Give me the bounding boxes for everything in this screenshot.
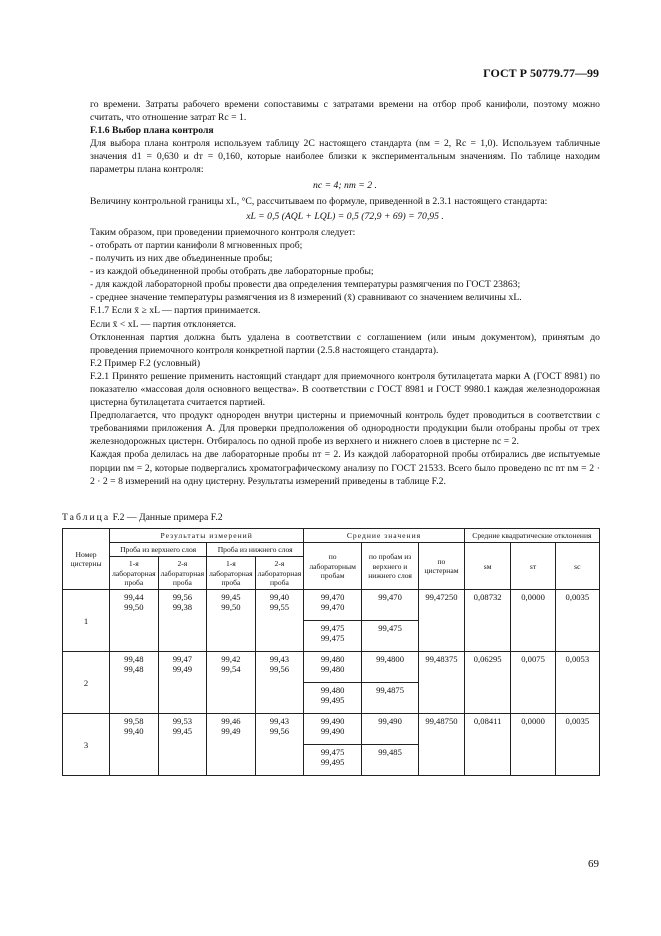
cell-s-t: 0,0075 xyxy=(511,652,555,714)
header-s-m: sм xyxy=(464,543,511,590)
cell-tank-avg: 99,47250 xyxy=(419,590,465,652)
header-top-lab2: 2-я лабораторная проба xyxy=(158,557,207,590)
cell-layer-avg-top: 99,470 xyxy=(362,590,419,621)
data-table xyxy=(62,528,600,776)
header-s-c: sс xyxy=(555,543,599,590)
paragraph: F.1.7 Если x̄ ≥ xL — партия принимается. xyxy=(90,305,261,317)
header-bottom-layer: Проба из нижнего слоя xyxy=(207,543,304,557)
cell-s-m: 0,08411 xyxy=(464,714,511,776)
paragraph: го времени. Затраты рабочего времени сопоставимы с затратами времени на отбор проб канифоли, поэтому можно считать, что отношение затрат Rc = 1. xyxy=(90,99,600,124)
cell-lab-avg-top: 99,470 99,470 xyxy=(304,590,362,621)
paragraph: F.2.1 Принято решение применить настоящий стандарт для приемочного контроля бутилацетата марки А (ГОСТ 8981) по показателю «массовая доля основного вещества». В соответствии с ГОСТ 8981 и ГОСТ 9980.1 каждая железнодорожная цистерна бутилацетата считается партией. xyxy=(90,370,600,409)
cell-top-lab2: 99,56 99,38 xyxy=(158,590,207,652)
cell-tank-avg: 99,48750 xyxy=(419,714,465,776)
formula: nс = 4; nт = 2 . xyxy=(313,179,377,191)
cell-bottom-lab1: 99,46 99,49 xyxy=(207,714,256,776)
header-by-layer-samples: по пробам из верхнего и нижнего слоя xyxy=(362,543,419,590)
header-averages: Средние значения xyxy=(304,529,465,543)
table-caption xyxy=(62,512,223,523)
header-bottom-lab1: 1-я лабораторная проба xyxy=(207,557,256,590)
cell-s-m: 0,06295 xyxy=(464,652,511,714)
cell-top-lab1: 99,58 99,40 xyxy=(110,714,159,776)
header-top-layer: Проба из верхнего слоя xyxy=(110,543,207,557)
list-item: - для каждой лабораторной пробы провести два определения температуры размягчения по ГОСТ 23863; xyxy=(90,279,521,291)
list-item: - среднее значение температуры размягчения из 8 измерений (x̄) сравнивают со значением величины xL. xyxy=(90,292,522,304)
cell-layer-avg-bottom: 99,485 xyxy=(362,745,419,776)
tank-number: 1 xyxy=(63,590,110,652)
table-row xyxy=(63,590,600,621)
header-by-tanks: по цистернам xyxy=(419,543,465,590)
cell-bottom-lab2: 99,40 99,55 xyxy=(255,590,304,652)
header-tank-number: Номер цистерны xyxy=(63,529,110,590)
paragraph: Предполагается, что продукт однороден внутри цистерны и приемочный контроль будет проводиться в соответствии с требованиями приложения А. Для проверки предположения об однородности продукции были отобраны пробы от трех железнодорожных цистерн. Отбиралось по одной пробе из верхнего и нижнего слоев в цистерне nс = 2. xyxy=(90,410,600,448)
header-bottom-lab2: 2-я лабораторная проба xyxy=(255,557,304,590)
section-heading: F.2 Пример F.2 (условный) xyxy=(90,357,201,369)
body-text xyxy=(90,98,600,488)
tank-number: 2 xyxy=(63,652,110,714)
paragraph: Для выбора плана контроля используем таблицу 2С настоящего стандарта (nм = 2, Rс = 1,0). Используем табличные значения d1 = 0,630 и dт = 0,160, которые наиболее близки к экспериментальным значениям. По таблице находим параметры плана контроля: xyxy=(90,138,600,176)
list-item: - отобрать от партии канифоли 8 мгновенных проб; xyxy=(90,239,303,251)
cell-s-c: 0,0035 xyxy=(555,590,599,652)
cell-bottom-lab1: 99,42 99,54 xyxy=(207,652,256,714)
cell-s-c: 0,0035 xyxy=(555,714,599,776)
formula: xL = 0,5 (AQL + LQL) = 0,5 (72,9 + 69) = 70,95 . xyxy=(246,210,444,222)
header-s-t: sт xyxy=(511,543,555,590)
cell-layer-avg-top: 99,490 xyxy=(362,714,419,745)
cell-lab-avg-top: 99,490 99,490 xyxy=(304,714,362,745)
table-row xyxy=(63,714,600,745)
list-item: - из каждой объединенной пробы отобрать две лабораторные пробы; xyxy=(90,266,374,278)
cell-s-t: 0,0000 xyxy=(511,590,555,652)
cell-lab-avg-bottom: 99,480 99,495 xyxy=(304,683,362,714)
cell-top-lab2: 99,53 99,45 xyxy=(158,714,207,776)
page-number: 69 xyxy=(588,858,599,870)
table-row xyxy=(63,652,600,683)
paragraph: Отклоненная партия должна быть удалена в соответствии с соглашением (или иным документом), принятым до проведения приемочного контроля конкретной партии (2.5.8 настоящего стандарта). xyxy=(90,331,600,356)
cell-top-lab1: 99,48 99,48 xyxy=(110,652,159,714)
header-results: Результаты измерений xyxy=(110,529,304,543)
document-code: ГОСТ Р 50779.77—99 xyxy=(483,66,599,80)
cell-s-t: 0,0000 xyxy=(511,714,555,776)
header-top-lab1: 1-я лабораторная проба xyxy=(110,557,159,590)
cell-layer-avg-top: 99,4800 xyxy=(362,652,419,683)
header-std-deviations: Средние квадратические отклонения xyxy=(464,529,599,543)
cell-layer-avg-bottom: 99,475 xyxy=(362,621,419,652)
list-item: - получить из них две объединенные пробы; xyxy=(90,253,273,265)
paragraph: Каждая проба делилась на две лабораторные пробы nт = 2. Из каждой лабораторной пробы отбирались две испытуемые порции nм = 2, которые подвергались хроматографическому анализу по ГОСТ 21533. Всего было проведено nс nт nм = 2 · 2 · 2 = 8 измерений на одну цистерну. Результаты измерений приведены в таблице F.2. xyxy=(90,449,600,487)
cell-lab-avg-bottom: 99,475 99,475 xyxy=(304,621,362,652)
header-by-lab-samples: по лабораторным пробам xyxy=(304,543,362,590)
paragraph: Если x̄ < xL — партия отклоняется. xyxy=(90,318,237,330)
cell-bottom-lab2: 99,43 99,56 xyxy=(255,652,304,714)
paragraph: Таким образом, при проведении приемочного контроля следует: xyxy=(90,226,356,238)
cell-s-m: 0,08732 xyxy=(464,590,511,652)
cell-top-lab2: 99,47 99,49 xyxy=(158,652,207,714)
cell-top-lab1: 99,44 99,50 xyxy=(110,590,159,652)
section-heading: F.1.6 Выбор плана контроля xyxy=(90,125,214,137)
table-caption-word: Таблица xyxy=(62,512,111,523)
table-caption-text: F.2 — Данные примера F.2 xyxy=(112,512,223,523)
cell-layer-avg-bottom: 99,4875 xyxy=(362,683,419,714)
tank-number: 3 xyxy=(63,714,110,776)
cell-tank-avg: 99,48375 xyxy=(419,652,465,714)
cell-s-c: 0,0053 xyxy=(555,652,599,714)
cell-bottom-lab2: 99,43 99,56 xyxy=(255,714,304,776)
cell-lab-avg-top: 99,480 99,480 xyxy=(304,652,362,683)
cell-bottom-lab1: 99,45 99,50 xyxy=(207,590,256,652)
cell-lab-avg-bottom: 99,475 99,495 xyxy=(304,745,362,776)
paragraph: Величину контрольной границы xL, °С, рассчитываем по формуле, приведенной в 2.3.1 настоящего стандарта: xyxy=(90,195,548,207)
